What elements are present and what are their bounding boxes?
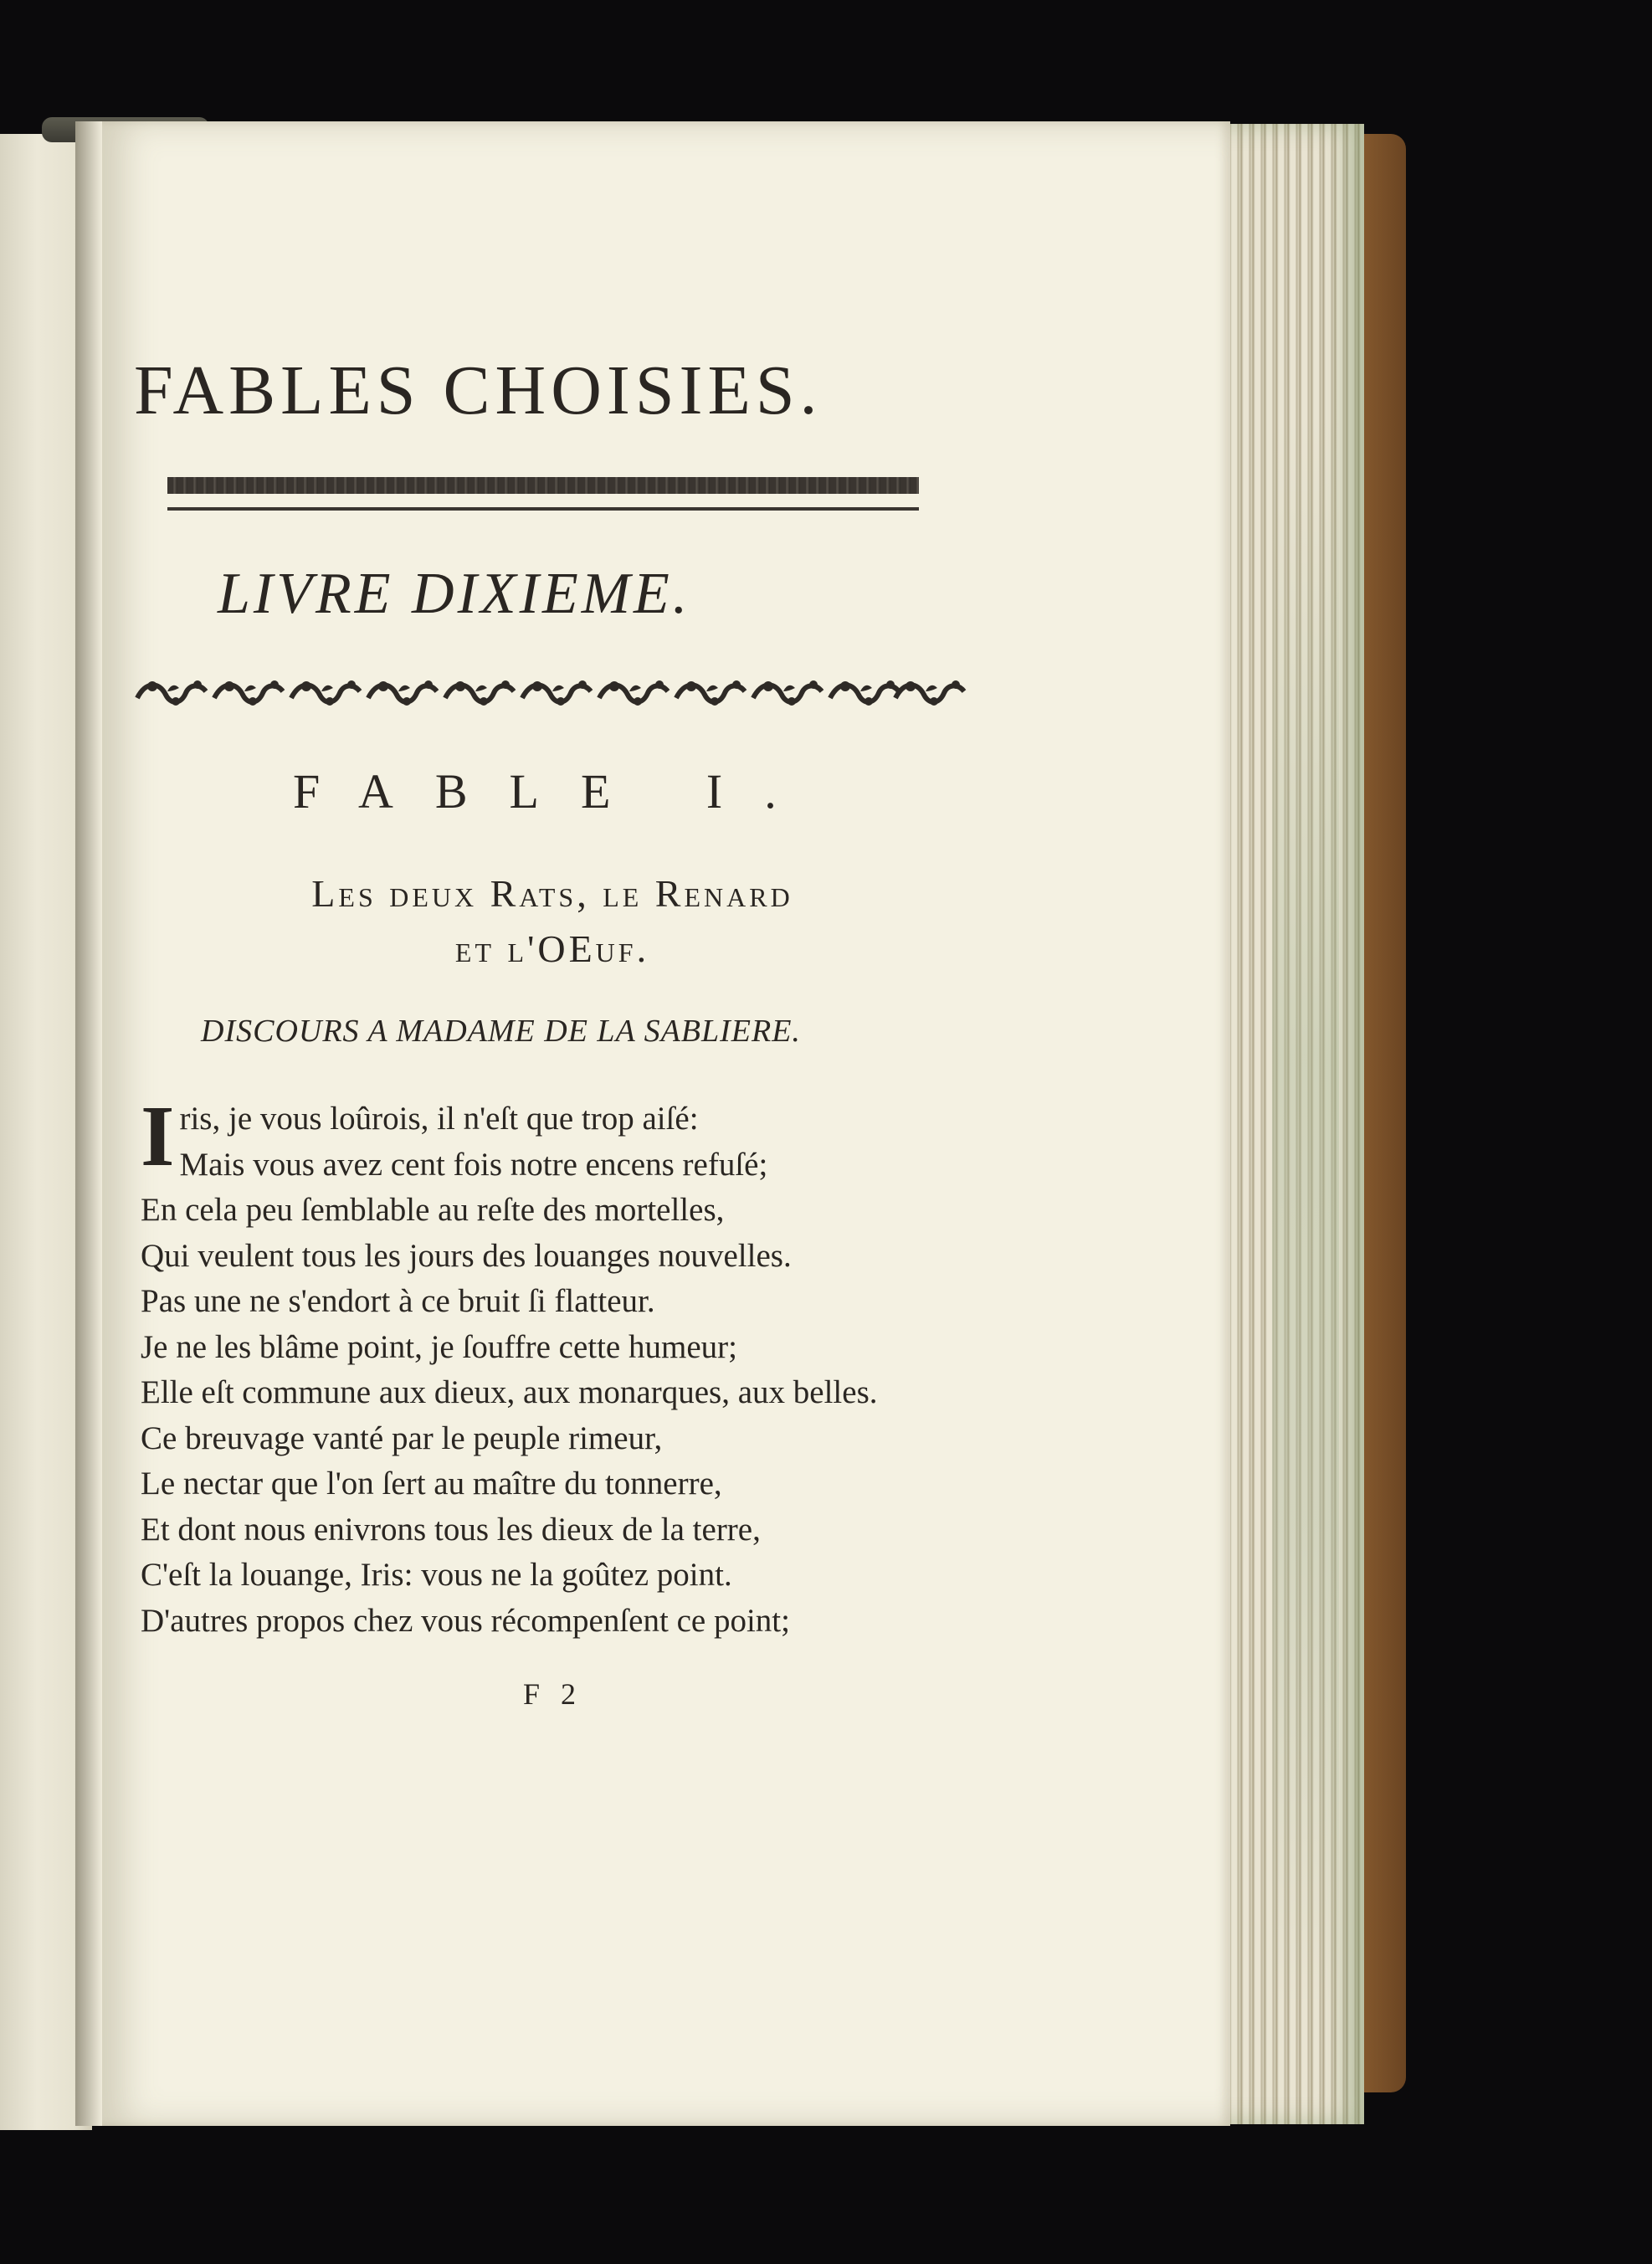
verse-line: Je ne les blâme point, je ſouffre cette humeur; bbox=[141, 1328, 737, 1365]
fable-title bbox=[192, 866, 912, 977]
decorative-rule-thin bbox=[167, 507, 919, 511]
fable-title-line-1: Les deux Rats, le Renard bbox=[311, 872, 793, 915]
verse-block bbox=[141, 1088, 977, 1644]
discourse-subtitle: DISCOURS A MADAME DE LA SABLIERE. bbox=[201, 1014, 801, 1049]
verse-line: ris, je vous loûrois, il n'eſt que trop aiſé: bbox=[179, 1101, 699, 1137]
verse-line: Le nectar que l'on ſert au maître du tonnerre, bbox=[141, 1466, 722, 1502]
running-title: FABLES CHOISIES. bbox=[134, 352, 823, 429]
verse-line: Pas une ne s'endort à ce bruit ſi flatteur. bbox=[141, 1283, 655, 1319]
decorative-rule-thick bbox=[167, 477, 919, 494]
drop-cap: I bbox=[141, 1088, 175, 1184]
page-gutter bbox=[75, 121, 102, 2126]
verse-line: Mais vous avez cent fois notre encens refuſé; bbox=[179, 1146, 768, 1183]
verse-line: Qui veulent tous les jours des louanges nouvelles. bbox=[141, 1237, 792, 1274]
verse-line: C'eſt la louange, Iris: vous ne la goûtez point. bbox=[141, 1557, 732, 1593]
signature-mark: F 2 bbox=[523, 1677, 583, 1711]
page-edge-stain bbox=[1272, 418, 1339, 2009]
fable-title-line-2: et l'OEuf. bbox=[454, 927, 650, 970]
floral-ornament-band bbox=[134, 673, 971, 711]
verse-line: D'autres propos chez vous récompenſent ce point; bbox=[141, 1602, 790, 1639]
verse-line: Elle eſt commune aux dieux, aux monarques, aux belles. bbox=[141, 1374, 878, 1410]
verse-line: Ce breuvage vanté par le peuple rimeur, bbox=[141, 1419, 663, 1456]
verse-line: En cela peu ſemblable au reſte des mortelles, bbox=[141, 1192, 725, 1228]
verse-line: Et dont nous enivrons tous les dieux de la terre, bbox=[141, 1511, 761, 1548]
book-heading: LIVRE DIXIEME. bbox=[218, 562, 691, 626]
fable-number: FABLE I. bbox=[293, 764, 818, 819]
